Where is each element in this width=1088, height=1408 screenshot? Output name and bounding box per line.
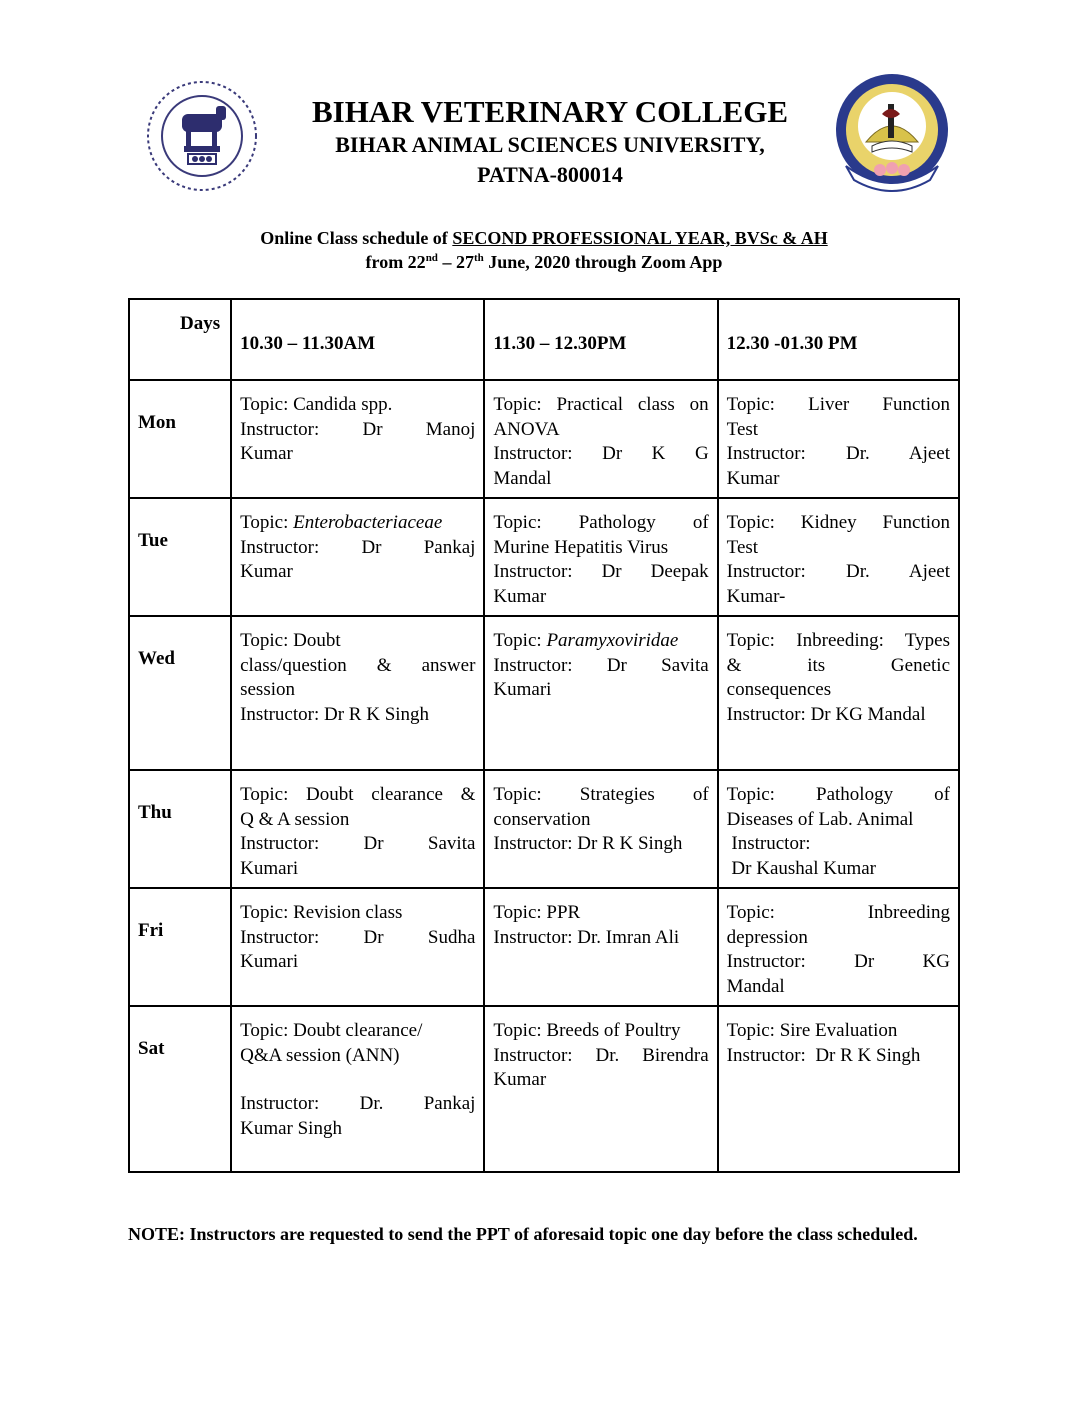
schedule-cell: Topic: PPR Instructor: Dr. Imran Ali — [484, 888, 717, 1006]
table-row — [129, 616, 959, 770]
day-label: Tue — [129, 498, 231, 616]
schedule-cell: Topic: Revision class Instructor: Dr Sudha Kumari — [231, 888, 484, 1006]
table-header-row — [129, 299, 959, 380]
schedule-cell: Topic: Practical class on ANOVA Instructor: Dr K G Mandal — [484, 380, 717, 498]
day-label: Mon — [129, 380, 231, 498]
schedule-cell: Topic: Pathology of Diseases of Lab. Animal Instructor: Dr Kaushal Kumar — [718, 770, 959, 888]
footer-note: NOTE: Instructors are requested to send the PPT of aforesaid topic one day before the class scheduled. — [128, 1224, 918, 1244]
schedule-cell: Topic: Doubt class/question & answer session Instructor: Dr R K Singh — [231, 616, 484, 770]
table-row — [129, 498, 959, 616]
day-label: Fri — [129, 888, 231, 1006]
slot-header: 10.30 – 11.30AM — [231, 299, 484, 380]
schedule-cell: Topic: Inbreeding depression Instructor: Dr KG Mandal — [718, 888, 959, 1006]
schedule-cell: Topic: Pathology of Murine Hepatitis Virus Instructor: Dr Deepak Kumar — [484, 498, 717, 616]
schedule-title: Online Class schedule of SECOND PROFESSIONAL YEAR, BVSc & AH — [260, 228, 828, 248]
table-row — [129, 770, 959, 888]
schedule-cell: Topic: Kidney Function Test Instructor: Dr. Ajeet Kumar- — [718, 498, 959, 616]
days-header: Days — [129, 299, 231, 380]
year-course: SECOND PROFESSIONAL YEAR, BVSc & AH — [452, 228, 828, 248]
schedule-dates: from 22nd – 27th June, 2020 through Zoom App — [365, 252, 723, 272]
college-name: BIHAR VETERINARY COLLEGE — [311, 94, 789, 129]
schedule-cell: Topic: Inbreeding: Types & its Genetic consequences Instructor: Dr KG Mandal — [718, 616, 959, 770]
table-row — [129, 888, 959, 1006]
table-row — [129, 380, 959, 498]
table-row — [129, 1006, 959, 1172]
schedule-cell: Topic: Doubt clearance/ Q&A session (ANN) Instructor: Dr. Pankaj Kumar Singh — [231, 1006, 484, 1172]
day-label: Thu — [129, 770, 231, 888]
city-pin: PATNA-800014 — [477, 162, 623, 187]
schedule-cell: Topic: Strategies of conservation Instructor: Dr R K Singh — [484, 770, 717, 888]
university-name: BIHAR ANIMAL SCIENCES UNIVERSITY, — [335, 132, 765, 157]
schedule-cell: Topic: Candida spp. Instructor: Dr Manoj Kumar — [231, 380, 484, 498]
slot-header: 11.30 – 12.30PM — [484, 299, 717, 380]
schedule-cell: Topic: Enterobacteriaceae Instructor: Dr Pankaj Kumar — [231, 498, 484, 616]
day-label: Sat — [129, 1006, 231, 1172]
schedule-table — [128, 298, 960, 1173]
schedule-cell: Topic: Paramyxoviridae Instructor: Dr Savita Kumari — [484, 616, 717, 770]
slot-header: 12.30 -01.30 PM — [718, 299, 959, 380]
schedule-cell: Topic: Breeds of Poultry Instructor: Dr. Birendra Kumar — [484, 1006, 717, 1172]
schedule-cell: Topic: Doubt clearance & Q & A session Instructor: Dr Savita Kumari — [231, 770, 484, 888]
schedule-cell: Topic: Sire Evaluation Instructor: Dr R K Singh — [718, 1006, 959, 1172]
day-label: Wed — [129, 616, 231, 770]
schedule-cell: Topic: Liver Function Test Instructor: Dr. Ajeet Kumar — [718, 380, 959, 498]
